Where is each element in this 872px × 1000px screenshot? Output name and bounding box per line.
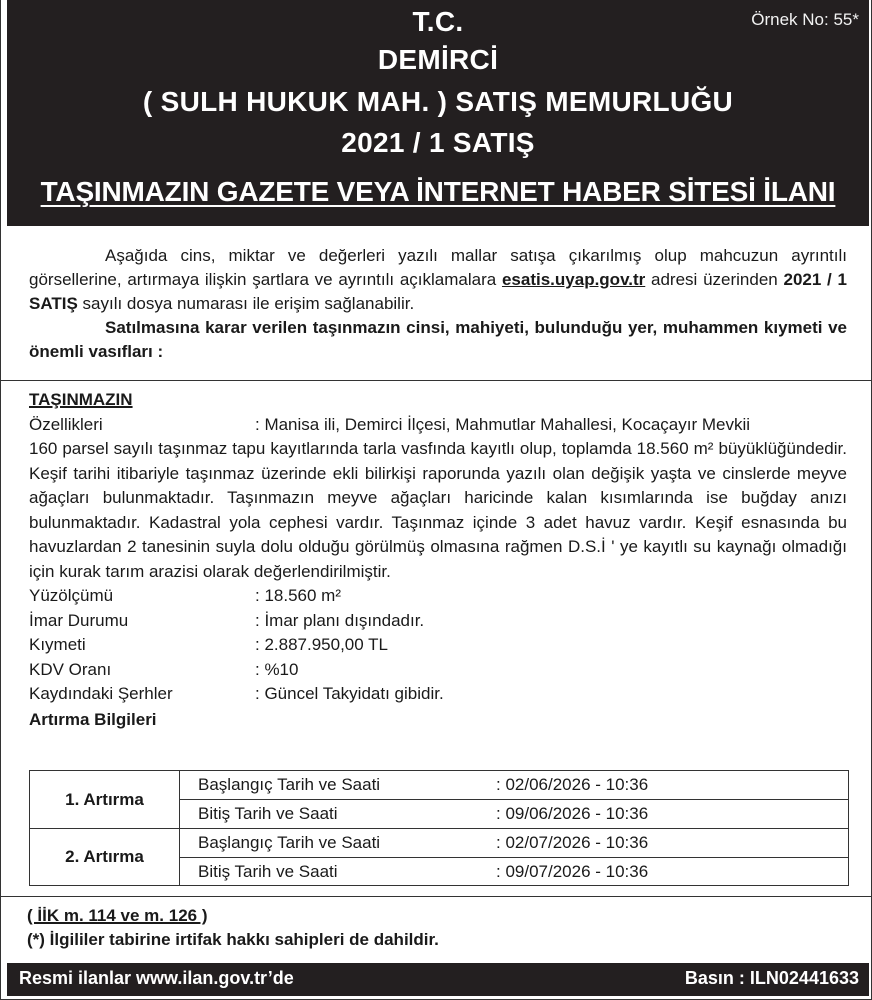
features-value: : Manisa ili, Demirci İlçesi, Mahmutlar Mahallesi, Kocaçayır Mevkii xyxy=(255,414,751,434)
start-label: Başlangıç Tarih ve Saati xyxy=(198,833,381,852)
attribute-value: : Güncel Takyidatı gibidir. xyxy=(255,684,444,703)
property-heading: TAŞINMAZIN xyxy=(29,390,133,409)
notes-section xyxy=(27,904,439,952)
end-label: Bitiş Tarih ve Saati xyxy=(198,862,338,881)
auction-start-row xyxy=(180,829,848,857)
intro-section xyxy=(29,244,847,364)
file-number: 2021 / 1 SATIŞ xyxy=(29,270,847,313)
notice-title-text: TAŞINMAZIN GAZETE VEYA İNTERNET HABER SİTESİ İLANI xyxy=(40,176,836,207)
attribute-value: : 18.560 m² xyxy=(255,586,341,605)
auction-end-row xyxy=(180,857,848,885)
auction-round-name: 1. Artırma xyxy=(30,771,180,828)
auction-table xyxy=(29,770,849,886)
auction-round xyxy=(30,771,848,828)
attribute-label: KDV Oranı xyxy=(29,659,112,679)
section-divider xyxy=(1,380,871,381)
header-line-city: DEMİRCİ xyxy=(377,44,499,75)
attribute-label: İmar Durumu xyxy=(29,610,129,630)
attribute-label: Kıymeti xyxy=(29,635,86,654)
footnote: (*) İlgililer tabirine irtifak hakkı sahipleri de dahildir. xyxy=(27,930,439,949)
property-description: 160 parsel sayılı taşınmaz tapu kayıtlarında tarla vasfında kayıtlı olup, toplamda 18.560 m² büyüklüğündedir. Keşif tarihi itibariyle taşınmaz üzerinde ekli bilirkişi raporunda yazılı olan değişik yaşta ve cinslerde meyve ağaçları bulunmaktadır. Taşınmazın meyve ağaçları haricinde kalan kısımlarında ise buğday anızı bulunmaktadır. Kadastral yola cephesi vardır. Taşınmaz içinde 3 adet havuz vardır. Keşif esnasında bu havuzlardan 2 tanesinin suyla dolu olduğu görülmüş olmasına rağmen D.S.İ ' ye kayıtlı su kaynağı olmadığı için kurak tarım arazisi olarak değerlendirilmiştir. xyxy=(29,439,847,581)
header-line-office: ( SULH HUKUK MAH. ) SATIŞ MEMURLUĞU xyxy=(142,86,734,117)
footer-press-code: Basın : ILN02441633 xyxy=(684,968,859,988)
attribute-row-annotations xyxy=(29,682,847,707)
attribute-row-area xyxy=(29,584,847,609)
footer-website: Resmi ilanlar www.ilan.gov.tr’de xyxy=(19,968,294,988)
notice-header xyxy=(7,0,869,226)
end-label: Bitiş Tarih ve Saati xyxy=(198,804,338,823)
property-section xyxy=(29,388,847,732)
header-line-tc: T.C. xyxy=(412,6,464,37)
end-value: : 09/06/2026 - 10:36 xyxy=(496,804,649,823)
sample-number: Örnek No: 55* xyxy=(751,10,859,29)
auction-info-heading: Artırma Bilgileri xyxy=(29,709,157,729)
attribute-label: Yüzölçümü xyxy=(29,586,114,605)
features-row xyxy=(29,413,847,438)
auction-round-name: 2. Artırma xyxy=(30,829,180,885)
intro-text-2: adresi üzerinden xyxy=(645,270,784,289)
header-line-file: 2021 / 1 SATIŞ xyxy=(341,127,535,158)
auction-end-row xyxy=(180,799,848,827)
features-label: Özellikleri xyxy=(29,414,103,434)
attribute-row-zoning xyxy=(29,609,847,634)
attribute-label: Kaydındaki Şerhler xyxy=(29,684,173,703)
law-reference: ( İİK m. 114 ve m. 126 ) xyxy=(27,906,208,925)
notice-footer xyxy=(7,963,869,996)
attribute-row-value xyxy=(29,633,847,658)
intro-text-1: Aşağıda cins, miktar ve değerleri yazılı mallar satışa çıkarılmış olup mahcuzun ayrıntılı görsellerine, artırmaya ilişkin şartlara ve ayrıntılı açıklamalara xyxy=(29,246,847,289)
start-label: Başlangıç Tarih ve Saati xyxy=(198,775,381,794)
auction-round xyxy=(30,828,848,885)
attribute-row-vat xyxy=(29,658,847,683)
start-value: : 02/06/2026 - 10:36 xyxy=(496,775,649,794)
notice-title xyxy=(7,176,869,208)
intro-text-3: sayılı dosya numarası ile erişim sağlanabilir. xyxy=(77,294,415,313)
end-value: : 09/07/2026 - 10:36 xyxy=(496,862,649,881)
attribute-value: : %10 xyxy=(255,659,299,679)
intro-paragraph xyxy=(29,244,847,316)
attribute-value: : İmar planı dışındadır. xyxy=(255,610,425,630)
auction-start-row xyxy=(180,771,848,799)
section-divider xyxy=(1,896,871,897)
intro-subheading: Satılmasına karar verilen taşınmazın cinsi, mahiyeti, bulunduğu yer, muhammen kıymeti ve önemli vasıfları : xyxy=(29,318,847,361)
start-value: : 02/07/2026 - 10:36 xyxy=(496,833,649,852)
attribute-value: : 2.887.950,00 TL xyxy=(255,635,388,654)
esatis-link[interactable]: esatis.uyap.gov.tr xyxy=(501,270,646,289)
